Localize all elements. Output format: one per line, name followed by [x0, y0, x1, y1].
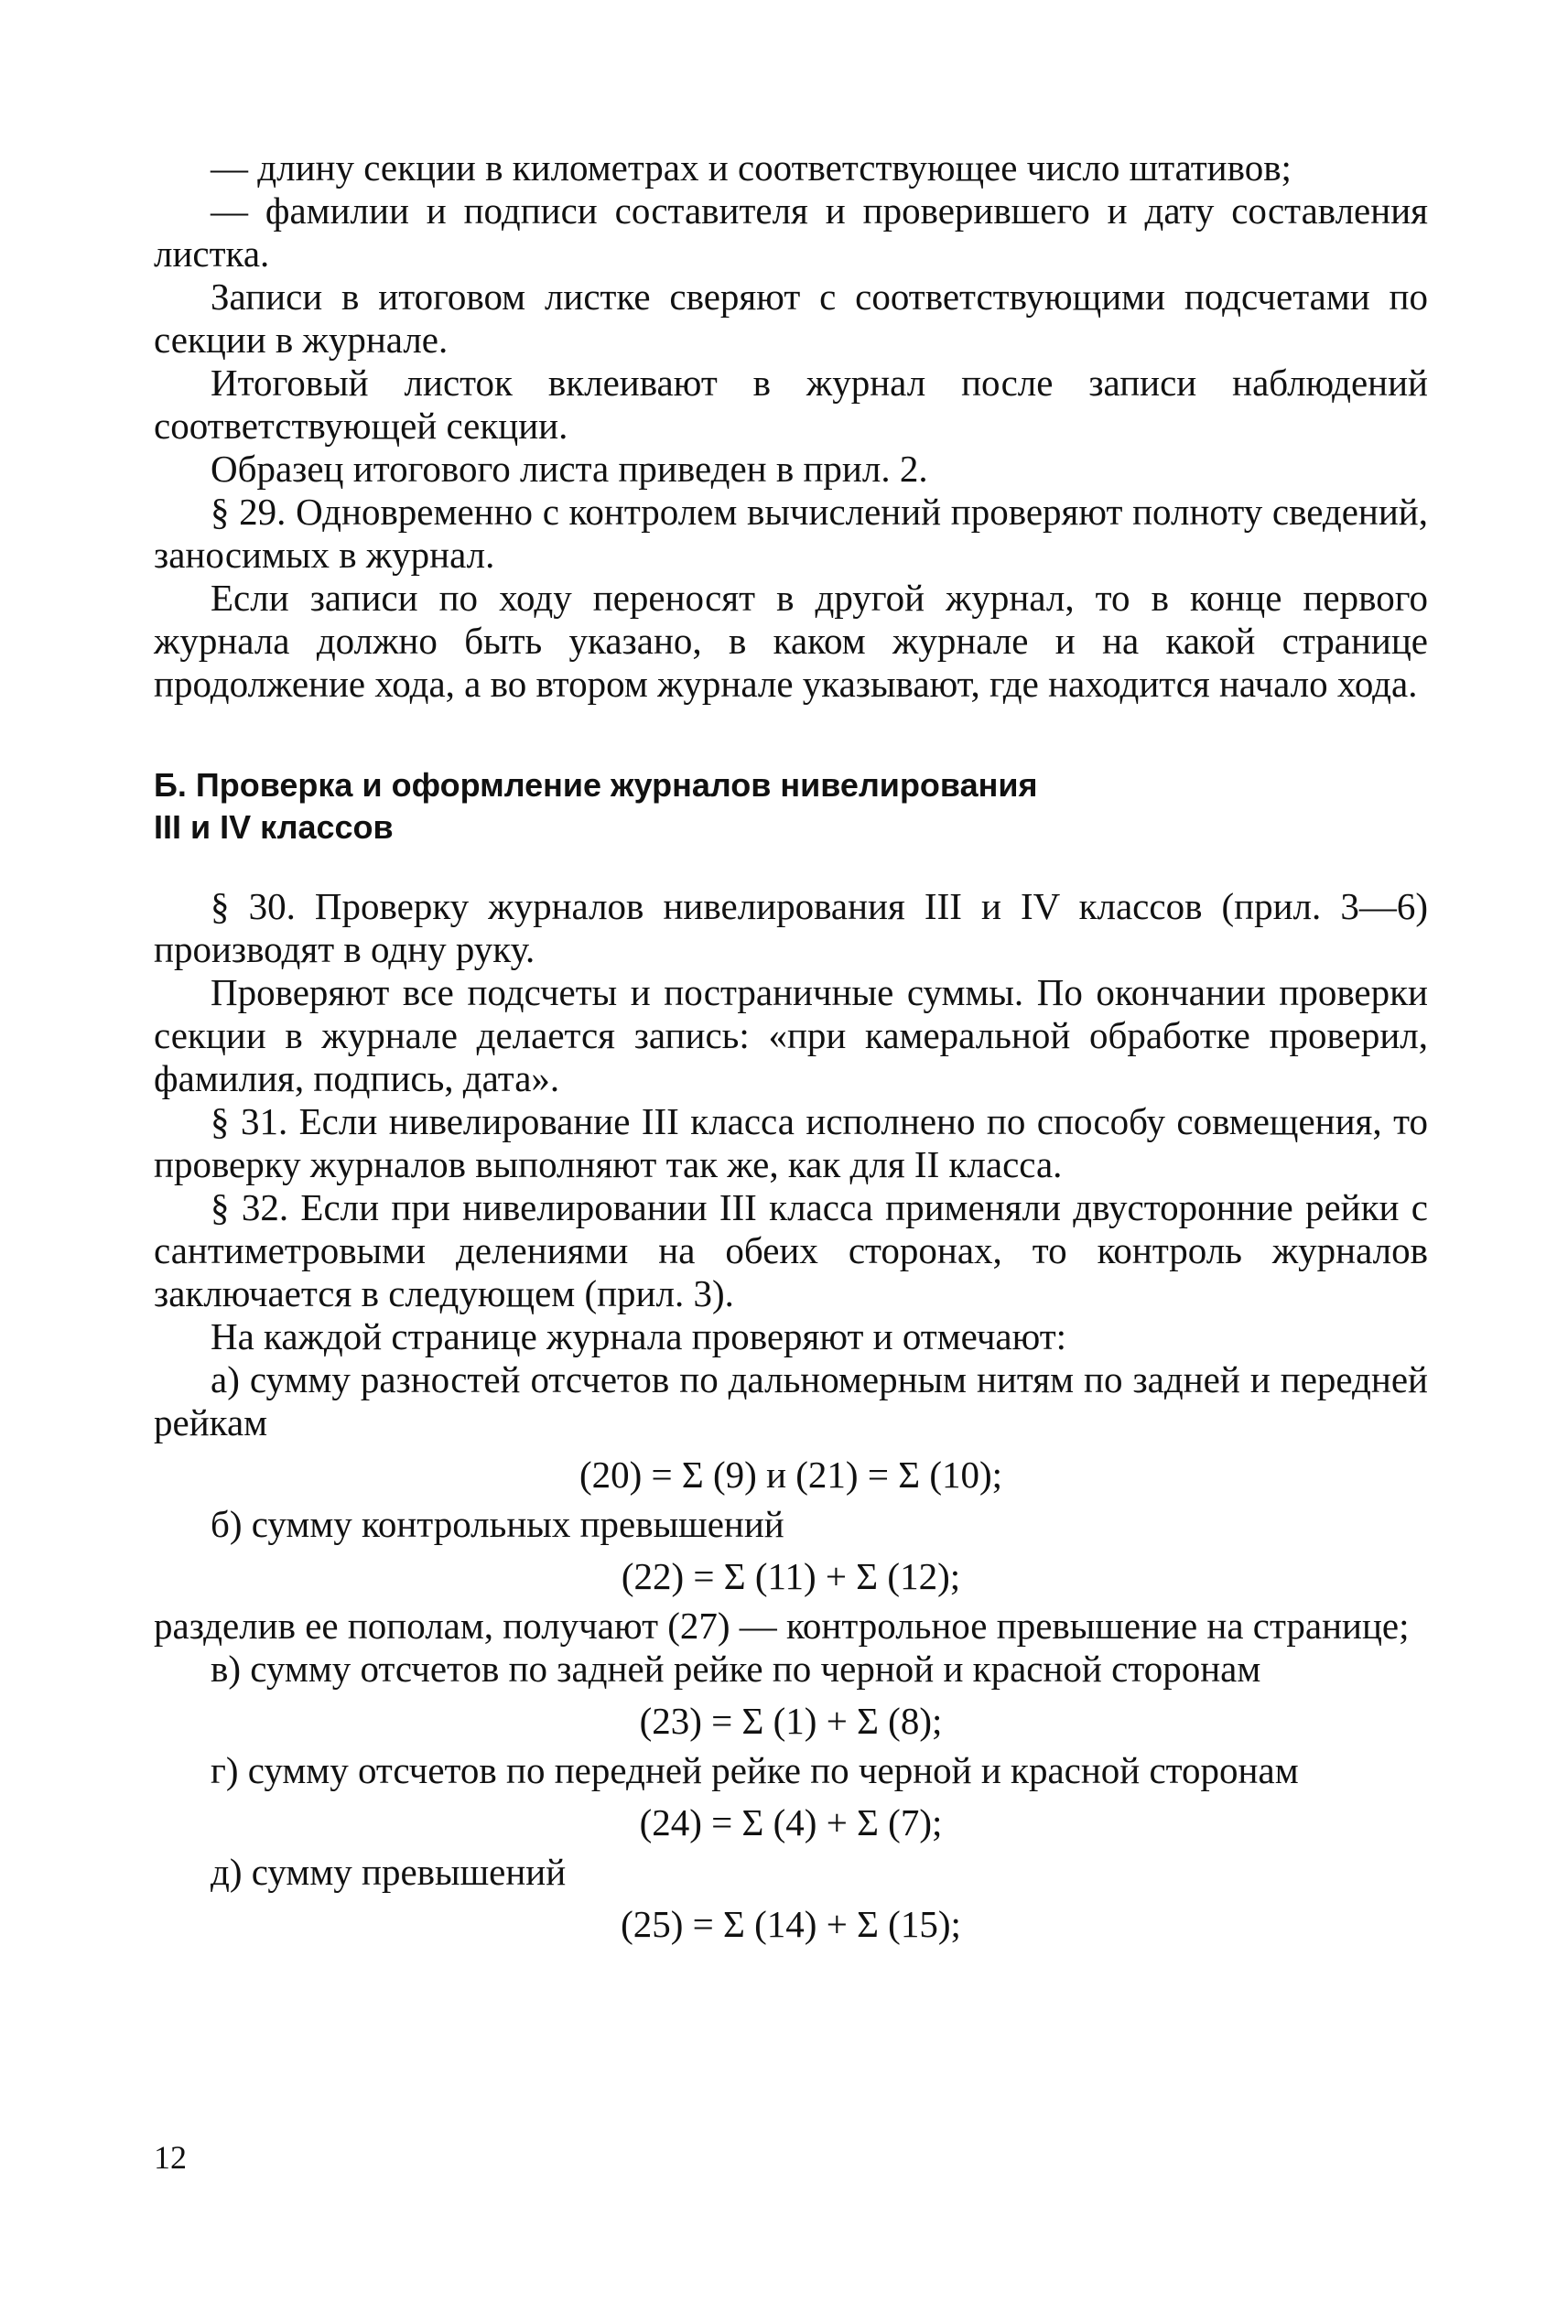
paragraph-section-30: § 30. Проверку журналов нивелирования III и IV классов (прил. 3—6) производят в одну руку. — [154, 885, 1428, 970]
paragraph-each-page: На каждой странице журнала проверяют и отмечают: — [211, 1315, 1067, 1357]
item-d-text: д) сумму превышений — [211, 1851, 567, 1893]
formula-v: (23) = Σ (1) + Σ (8); — [639, 1700, 943, 1742]
item-a-text: а) сумму разностей отсчетов по дальномерным нитям по задней и передней рейкам — [154, 1358, 1428, 1443]
formula-d: (25) = Σ (14) + Σ (15); — [621, 1903, 961, 1945]
item-g-text: г) сумму отсчетов по передней рейке по черной и красной сторонам — [211, 1749, 1299, 1791]
formula-a: (20) = Σ (9) и (21) = Σ (10); — [579, 1454, 1003, 1496]
formula-b: (22) = Σ (11) + Σ (12); — [621, 1555, 961, 1597]
section-heading-line-1: Б. Проверка и оформление журналов нивелирования — [154, 766, 1038, 804]
page-body — [154, 146, 1428, 1952]
formula-g: (24) = Σ (4) + Σ (7); — [639, 1801, 943, 1843]
paragraph-signatures: — фамилии и подписи составителя и проверившего и дату составления листка. — [154, 189, 1428, 275]
paragraph-records-check: Записи в итоговом листке сверяют с соответствующими подсчетами по секции в журнале. — [154, 276, 1428, 361]
paragraph-section-29: § 29. Одновременно с контролем вычислений проверяют полноту сведений, заносимых в журнал. — [154, 491, 1428, 576]
item-b-after: разделив ее пополам, получают (27) — контрольное превышение на странице; — [154, 1605, 1410, 1647]
section-heading-line-2: III и IV классов — [154, 808, 394, 846]
paragraph-section-31: § 31. Если нивелирование III класса исполнено по способу совмещения, то проверку журналов выполняют так же, как для II класса. — [154, 1100, 1428, 1185]
paragraph-sample-reference: Образец итогового листа приведен в прил. 2. — [211, 448, 928, 490]
paragraph-checks: Проверяют все подсчеты и постраничные суммы. По окончании проверки секции в журнале делается запись: «при камеральной обработке проверил, фамилия, подпись, дата». — [154, 971, 1428, 1099]
paragraph-section-length: — длину секции в километрах и соответствующее число штативов; — [211, 146, 1292, 189]
paragraph-journal-transfer: Если записи по ходу переносят в другой журнал, то в конце первого журнала должно быть указано, в каком журнале и на какой странице продолжение хода, а во втором журнале указывают, где находится начало хода. — [154, 577, 1428, 705]
section-heading — [154, 764, 1428, 849]
paragraph-sheet-pasted: Итоговый листок вклеивают в журнал после записи наблюдений соответствующей секции. — [154, 362, 1428, 447]
paragraph-section-32: § 32. Если при нивелировании III класса применяли двусторонние рейки с сантиметровыми делениями на обеих сторонах, то контроль журналов заключается в следующем (прил. 3). — [154, 1186, 1428, 1314]
item-v-text: в) сумму отсчетов по задней рейке по черной и красной сторонам — [211, 1648, 1261, 1690]
item-b-text: б) сумму контрольных превышений — [211, 1503, 784, 1545]
page-number: 12 — [154, 2139, 187, 2176]
